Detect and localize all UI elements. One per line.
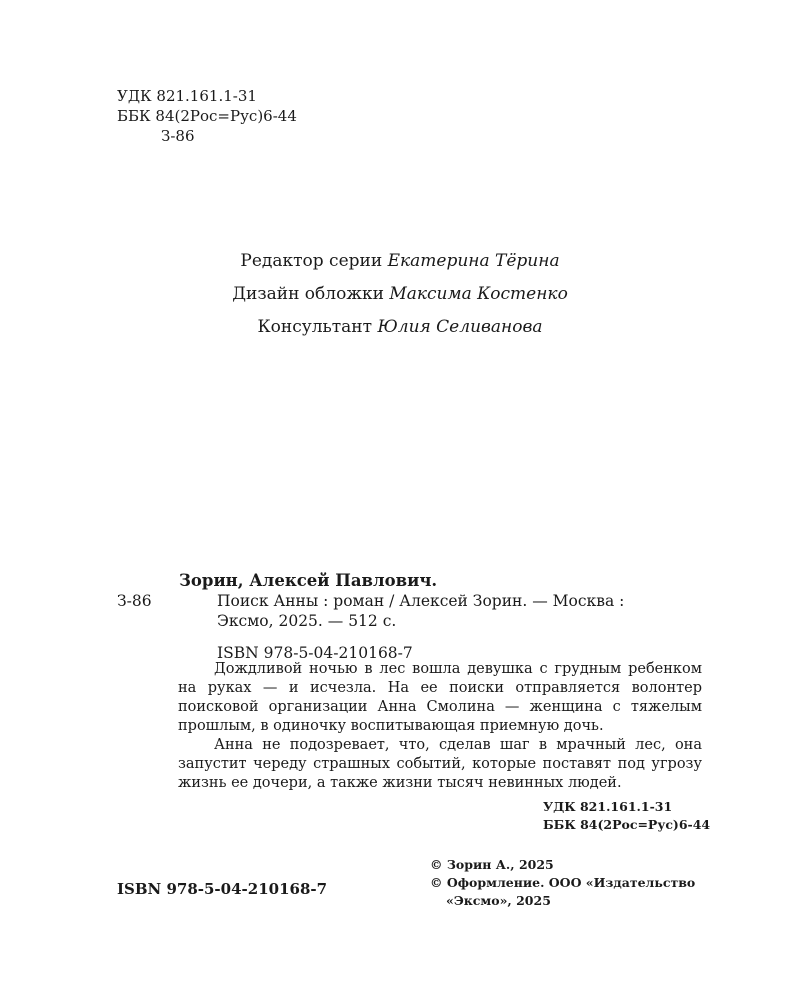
- annotation-paragraph-1: Дождливой ночью в лес вошла девушка с грудным ребенком на руках — и исчезла. На ее поиски отправляется волонтер поисковой организации Анна Смолина — женщина с тяжелым прошлым, в одиночку воспитывающая приемную дочь.: [178, 661, 702, 734]
- series-editor-name: Екатерина Тёрина: [387, 251, 560, 271]
- copyright-publisher: «Эксмо», 2025: [446, 893, 551, 908]
- annotation: [178, 660, 702, 793]
- annotation-paragraph-2: Анна не подозревает, что, сделав шаг в мрачный лес, она запустит череду страшных событий, которые поставят под угрозу жизнь ее дочери, а также жизни тысяч невинных людей.: [178, 737, 702, 791]
- cover-design-line: [0, 283, 800, 316]
- bbk-code: ББК 84(2Рос=Рус)6-44: [117, 107, 297, 125]
- series-editor-label: Редактор серии: [240, 251, 383, 271]
- catalog-isbn: ISBN 978-5-04-210168-7: [217, 644, 413, 662]
- author-mark: З-86: [161, 127, 195, 145]
- credits-block: [0, 250, 800, 349]
- cover-design-label: Дизайн обложки: [232, 284, 384, 304]
- bottom-classification-codes: [543, 798, 710, 834]
- catalog-publisher-line: Эксмо, 2025. — 512 с.: [217, 612, 397, 630]
- top-classification-codes: [117, 86, 297, 146]
- cover-design-name: Максима Костенко: [389, 284, 568, 304]
- consultant-name: Юлия Селиванова: [377, 317, 543, 337]
- consultant-line: [0, 316, 800, 349]
- bottom-isbn: ISBN 978-5-04-210168-7: [117, 880, 328, 898]
- catalog-card: [117, 571, 707, 663]
- bottom-bbk-code: ББК 84(2Рос=Рус)6-44: [543, 817, 711, 832]
- consultant-label: Консультант: [257, 317, 373, 337]
- udk-code: УДК 821.161.1-31: [117, 87, 257, 105]
- catalog-title-line: [117, 591, 707, 611]
- copyright-block: [430, 856, 695, 910]
- catalog-title-text: Поиск Анны : роман / Алексей Зорин. — Москва :: [217, 592, 625, 610]
- catalog-author: Зорин, Алексей Павлович.: [179, 571, 438, 590]
- copyright-author: © Зорин А., 2025: [430, 857, 554, 872]
- copyright-design: © Оформление. ООО «Издательство: [430, 875, 696, 890]
- catalog-author-mark: З-86: [117, 592, 152, 610]
- bottom-udk-code: УДК 821.161.1-31: [543, 799, 673, 814]
- series-editor-line: [0, 250, 800, 283]
